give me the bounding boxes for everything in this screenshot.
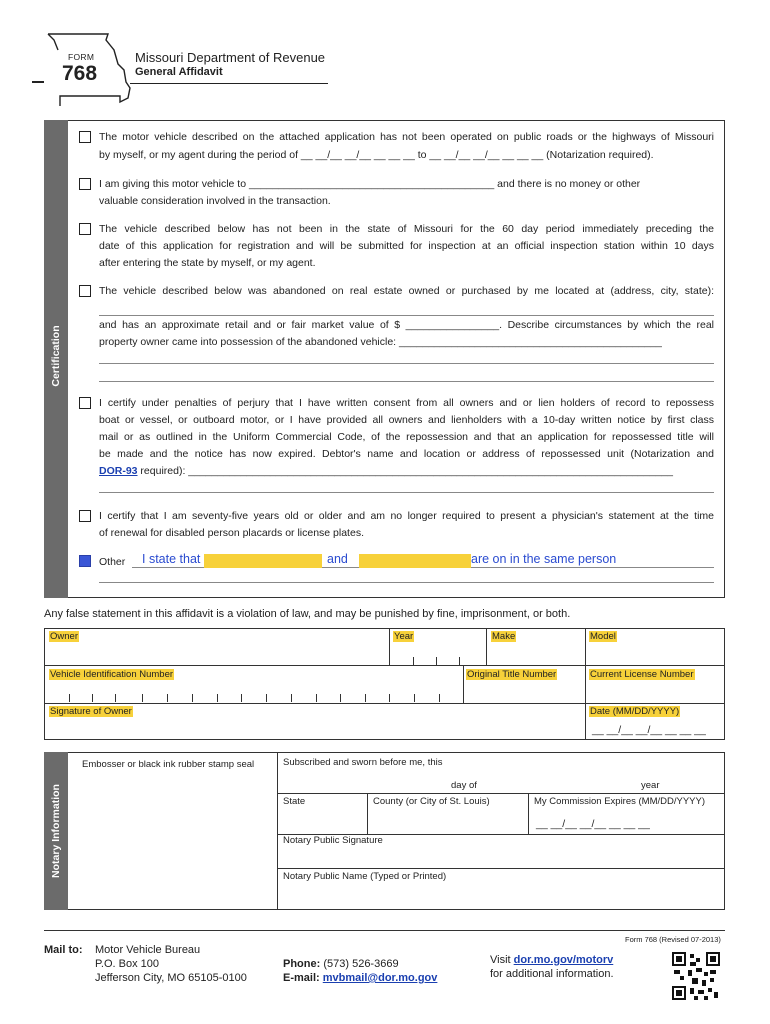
phone-number: (573) 526-3669 [323, 958, 399, 970]
notary-rule-3 [277, 868, 725, 869]
other-label: Other [99, 556, 126, 568]
notary-sidebar [44, 752, 68, 910]
subscribed-label: Subscribed and sworn before me, this [283, 757, 443, 768]
notary-rule-1 [277, 793, 725, 794]
other-typed-text-3: are on in the same person [471, 552, 617, 566]
vin-label: Vehicle Identification Number [50, 669, 174, 680]
year-tick [459, 657, 460, 665]
address-line-2: P.O. Box 100 [95, 958, 160, 970]
commission-blank[interactable]: __ __/__ __/__ __ __ __ [536, 818, 650, 830]
vin-tick [142, 694, 143, 702]
footer-rule [44, 930, 725, 931]
qr-code-icon [672, 952, 720, 1000]
item2-line1: I am giving this motor vehicle to __________________________________________ and there is no money or other [99, 178, 641, 190]
header-dash [32, 81, 44, 83]
visit-rest-text: for additional information. [490, 968, 614, 980]
other-typed-text-1: I state that [142, 552, 201, 566]
year-tick [413, 657, 414, 665]
form-label: FORM [68, 52, 95, 62]
notary-section [44, 752, 725, 910]
year-tick [436, 657, 437, 665]
county-label: County (or City of St. Louis) [373, 796, 490, 807]
certification-sidebar [44, 120, 68, 598]
notary-name-label: Notary Public Name (Typed or Printed) [283, 871, 447, 882]
header-rule [130, 83, 328, 84]
item2-line2: valuable consideration involved in the transaction. [99, 195, 331, 207]
vin-tick [217, 694, 218, 702]
checkbox-other[interactable] [79, 555, 91, 567]
year-notary-label: year [641, 780, 660, 791]
current-license-label: Current License Number [590, 669, 694, 680]
checkbox-seventy-five[interactable] [79, 510, 91, 522]
item3-line2: date of this application for registration and will be submitted for inspection at an official inspection station within 10 days [99, 240, 714, 252]
item1-line1: The motor vehicle described on the attached application has not been operated on public roads or the highways of Missouri [99, 131, 714, 143]
website-link[interactable]: dor.mo.gov/motorv [513, 954, 614, 966]
table-row-rule-2 [44, 703, 725, 704]
item3-line1: The vehicle described below has not been in the state of Missouri for the 60 day period immediately preceding the [99, 223, 714, 235]
other-highlight-2[interactable] [359, 554, 471, 568]
other-highlight-1[interactable] [204, 554, 322, 568]
vin-tick [340, 694, 341, 702]
item5-line1: I certify under penalties of perjury that I have written consent from all owners and or lien holders of record to repossess [99, 397, 714, 409]
false-statement-warning: Any false statement in this affidavit is a violation of law, and may be punished by fine, imprisonment, or both. [44, 608, 571, 620]
form-number: 768 [62, 62, 98, 85]
vin-tick [92, 694, 93, 702]
vin-tick [389, 694, 390, 702]
item5-line4: be made and the notice has now expired. Debtor's name and location or address of repossessed unit (Notarization and [99, 448, 714, 460]
make-label: Make [492, 631, 516, 642]
table-divider-make [486, 628, 487, 665]
notary-divider [277, 752, 278, 910]
table-divider-year [389, 628, 390, 665]
form-title: General Affidavit [135, 66, 223, 78]
vin-tick [316, 694, 317, 702]
state-label: State [283, 796, 306, 807]
checkbox-out-of-state[interactable] [79, 223, 91, 235]
item4-line3: property owner came into possession of the abandoned vehicle: _____________________________________________ [99, 336, 662, 348]
item5-line3: mail or as outlined in the Uniform Commercial Code, of the repossession and that an application for repossessed title will [99, 431, 714, 443]
model-label: Model [590, 631, 616, 642]
notary-divider-state [367, 793, 368, 834]
table-divider-model [585, 628, 586, 740]
address-line-3: Jefferson City, MO 65105-0100 [95, 972, 247, 984]
circumstances-line-1[interactable] [99, 363, 714, 364]
original-title-label: Original Title Number [467, 669, 557, 680]
commission-label: My Commission Expires (MM/DD/YYYY) [534, 796, 706, 807]
seal-label: Embosser or black ink rubber stamp seal [82, 759, 255, 770]
address-line-1: Motor Vehicle Bureau [95, 944, 201, 956]
table-row-rule-1 [44, 665, 725, 666]
vin-tick [365, 694, 366, 702]
email-link[interactable]: mvbmail@dor.mo.gov [322, 972, 438, 984]
item5-line5: required): ___________________________________________________________________________________ [137, 465, 673, 477]
item6-line1: I certify that I am seventy-five years old or older and am no longer required to present a physician's statement at the time [99, 510, 714, 522]
signature-owner-label: Signature of Owner [50, 706, 132, 717]
checkbox-not-operated[interactable] [79, 131, 91, 143]
vin-tick [192, 694, 193, 702]
vin-tick [167, 694, 168, 702]
notary-signature-label: Notary Public Signature [283, 835, 383, 846]
checkbox-repossession[interactable] [79, 397, 91, 409]
vin-tick [414, 694, 415, 702]
address-line[interactable] [99, 315, 714, 316]
item1-line2: by myself, or my agent during the period of __ __/__ __/__ __ __ __ to __ __/__ __/__ __ __ __ (Notarization required). [99, 149, 654, 161]
vin-tick [291, 694, 292, 702]
item4-line1: The vehicle described below was abandoned on real estate owned or purchased by me located at (address, city, state): [99, 285, 714, 297]
email-label: E-mail: [283, 972, 320, 984]
date-blank[interactable]: __ __/__ __/__ __ __ __ [592, 724, 706, 736]
vin-tick [241, 694, 242, 702]
day-of-label: day of [451, 780, 477, 791]
debtor-line-2[interactable] [99, 492, 714, 493]
notary-divider-county [528, 793, 529, 834]
item4-line2: and has an approximate retail and or fair market value of $ ________________. Describe circumstances by which the real [99, 319, 714, 331]
vin-tick [266, 694, 267, 702]
visit-text: Visit [490, 954, 514, 966]
item3-line3: after entering the state by myself, or my agent. [99, 257, 316, 269]
checkbox-gift[interactable] [79, 178, 91, 190]
vin-tick [115, 694, 116, 702]
vin-tick [69, 694, 70, 702]
year-label: Year [394, 631, 414, 642]
mail-to-label: Mail to: [44, 944, 83, 956]
department-name: Missouri Department of Revenue [135, 50, 326, 65]
circumstances-line-2[interactable] [99, 381, 714, 382]
date-label: Date (MM/DD/YYYY) [590, 706, 680, 717]
item5-line2: boat or vessel, or outboard motor, or I have provided all owners and lienholders with a 10-day written notice by first class [99, 414, 714, 426]
phone-label: Phone: [283, 958, 321, 970]
notary-label: Notary Information [50, 784, 62, 878]
checkbox-abandoned[interactable] [79, 285, 91, 297]
table-divider-title [463, 665, 464, 703]
item6-line2: of renewal for disabled person placards or license plates. [99, 527, 364, 539]
owner-label: Owner [50, 631, 78, 642]
dor-93-link[interactable]: DOR-93 [99, 465, 138, 477]
certification-label: Certification [50, 325, 62, 387]
other-line-2[interactable] [99, 582, 714, 583]
vin-tick [439, 694, 440, 702]
form-revision: Form 768 (Revised 07-2013) [625, 935, 721, 944]
other-typed-text-2: and [327, 552, 348, 566]
